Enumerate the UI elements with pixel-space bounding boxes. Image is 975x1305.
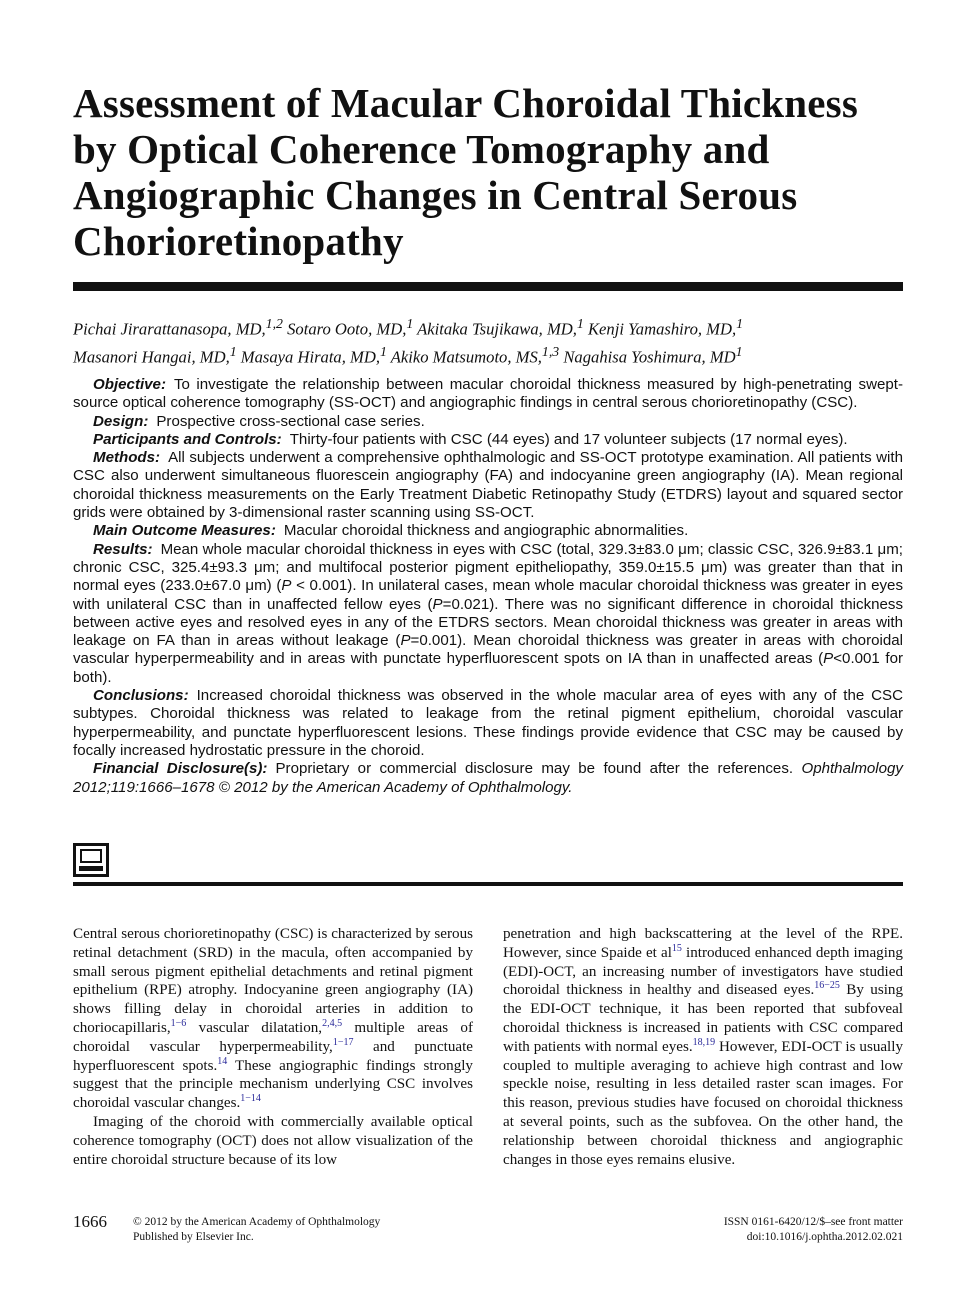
journal-citation: Ophthalmology 2012;119:1666–1678 © 2012 by the American Academy of Ophthalmology. <box>73 760 903 796</box>
article-title <box>73 80 913 264</box>
title-line: Assessment of Macular Choroidal Thickness <box>73 80 858 126</box>
section-label: Participants and Controls: <box>93 430 282 448</box>
paragraph: penetration and high backscattering at the level of the RPE. However, since Spaide et $al^{15}$ introduced enhanced depth imaging (EDI)-OCT, an increasing number of investigators have studied choroidal thickness in healthy and diseased eyes.$^{16-25}$ By using the EDI-OCT technique, it has been reported that subfoveal choroidal thickness is increased in patients with CSC compared with patients with normal eyes.$^{18,19}$ However, EDI-OCT is usually coupled to multiple averaging to achieve high contrast and low speckle noise, resulting in less detailed raster scan images. For this reason, previous studies have focused on choroidal thickness at several points, such as the subfovea. On the other hand, the relationship between choroidal thickness and angiographic changes in those eyes remains elusive. <box>503 926 904 1168</box>
title-line: Angiographic Changes in Central Serous <box>73 172 798 218</box>
section-label: Design: <box>93 412 149 430</box>
section-label: Objective: <box>93 376 166 393</box>
section-label: Results: <box>93 540 153 558</box>
author-line-2: Masanori Hangai, MD,$^1$ Masaya Hirata, MD,$^1$ Akiko Matsumoto, MS,$^{1,3}$ Nagahisa Yoshimura, $MD^1$ <box>73 343 743 367</box>
footer-copyright: © 2012 by the American Academy of Ophthalmology Published by Elsevier Inc. <box>133 1216 381 1243</box>
abstract <box>73 376 903 797</box>
reference-link[interactable]: 16−25 <box>814 980 840 992</box>
section-label: Main Outcome Measures: <box>93 522 276 540</box>
author-line-1: Pichai Jirarattanasopa, MD,$^{1,2}$ Sotaro Ooto, MD,$^1$ Akitaka Tsujikawa, MD,$^1$ Kenji Yamashiro, MD,$^1$ <box>73 316 744 339</box>
section-label: Financial Disclosure(s): <box>93 760 268 778</box>
reference-link[interactable]: 2,4,5 <box>322 1017 343 1029</box>
abstract-objective: Objective: To investigate the relationship between macular choroidal thickness measured by high-penetrating swept-source optical coherence tomography (SS-OCT) and angiographic findings in central serous chorioretinopathy (CSC). <box>73 376 903 412</box>
body-column-right <box>503 925 903 1169</box>
reference-link[interactable]: 18,19 <box>692 1036 716 1048</box>
footer-issn-doi <box>724 1215 903 1245</box>
abstract-outcome: Main Outcome Measures: Macular choroidal thickness and angiographic abnormalities. <box>73 522 903 540</box>
abstract-conclusions: Conclusions: Increased choroidal thickness was observed in the whole macular area of eyes with any of the CSC subtypes. Choroidal thickness was related to leakage from the retinal pigment epithelium, choroidal vascular hyperpermeability, and punctate hyperfluorescent lesions. These findings provide evidence that CSC may be caused by focally increased hydrostatic pressure in the choroid. <box>73 687 903 759</box>
section-label: Conclusions: <box>93 687 189 705</box>
abstract-participants: Participants and Controls: Thirty-four patients with CSC (44 eyes) and 17 volunteer subjects (17 normal eyes). <box>73 431 903 449</box>
title-line: by Optical Coherence Tomography and <box>73 126 770 172</box>
title-divider <box>73 282 903 291</box>
abstract-disclosure: Financial Disclosure(s): Proprietary or commercial disclosure may be found after the references. Ophthalmology 2012;119:1666–1678 © 2012 by the American Academy of Ophthalmology. <box>73 760 903 796</box>
abstract-design: Design: Prospective cross-sectional case series. <box>73 413 903 431</box>
reference-link[interactable]: 1−17 <box>332 1036 354 1048</box>
page-number: 1666 <box>73 1212 107 1231</box>
reference-link[interactable]: 14 <box>217 1055 228 1067</box>
reference-link[interactable]: 15 <box>671 942 682 954</box>
abstract-methods: Methods: All subjects underwent a comprehensive ophthalmologic and SS-OCT prototype examination. All patients with CSC also underwent simultaneous fluorescein angiography (FA) and indocyanine green angiography (IA). Mean regional choroidal thickness measurements on the Early Treatment Diabetic Retinopathy Study (ETDRS) layout and squared sector grids were obtained by 3-dimensional raster scanning using SS-OCT. <box>73 449 903 522</box>
issn: ISSN 0161-6420/12/$–see front matter <box>723 1216 903 1228</box>
section-label: Methods: <box>93 449 161 467</box>
computer-monitor-icon <box>73 843 109 877</box>
paragraph: Central serous chorioretinopathy (CSC) is characterized by serous retinal detachment (SRD) in the macula, often accompanied by small serous pigment epithelial detachments and retinal pigment epithelium (RPE) atrophy. Indocyanine green angiography (IA) shows filling delay in choroidal arteries in addition to choriocapillaris,$^{1-6}$ vascular dilatation,$^{2,4,5}$ multiple areas of choroidal vascular hyperpermeability,$^{1-17}$ and punctuate hyperfluorescent spots.$^{14}$ These angiographic findings strongly suggest that the principle mechanism underlying CSC involves choroidal vascular changes.$^{1-14}$ <box>73 926 473 1112</box>
reference-link[interactable]: 1−14 <box>240 1093 261 1105</box>
title-line: Chorioretinopathy <box>73 218 404 264</box>
reference-link[interactable]: 1−6 <box>170 1017 187 1029</box>
abstract-divider <box>73 882 903 886</box>
body-column-left <box>73 925 473 1169</box>
author-list <box>73 313 903 368</box>
paragraph: Imaging of the choroid with commercially available optical coherence tomography (OCT) does not allow visualization of the entire choroidal structure because of its low <box>73 1113 473 1168</box>
doi-link[interactable]: doi:10.1016/j.ophtha.2012.02.021 <box>746 1231 903 1243</box>
abstract-results: Results: Mean whole macular choroidal thickness in eyes with CSC (total, 329.3±83.0 μm; classic CSC, 326.9±83.1 μm; chronic CSC, 325.4±93.3 μm; and multifocal posterior pigment epitheliopathy, 359.0±15.5 μm) was greater than that in normal eyes (233.0±67.0 μm) (P < 0.001). In unilateral cases, mean whole macular choroidal thickness was greater in eyes with unilateral CSC than in unaffected fellow eyes (P=0.021). There was no significant difference in choroidal thickness between active eyes and resolved eyes in any of the ETDRS sectors. Mean choroidal thickness was greater in areas with leakage on FA than in areas without leakage (P=0.001). Mean choroidal thickness was greater in areas with choroidal vascular hyperpermeability and in areas with punctate hyperfluorescent spots on IA than in unaffected areas (P<0.001 for both). <box>73 540 903 686</box>
